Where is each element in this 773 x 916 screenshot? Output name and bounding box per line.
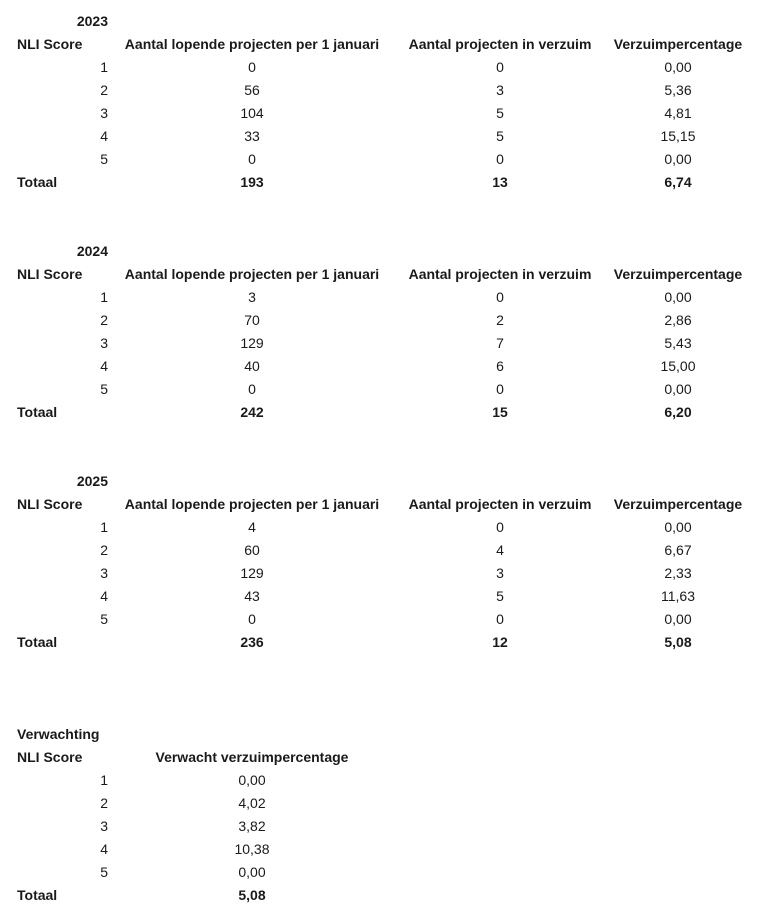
column-header-absence: Aantal projecten in verzuim [408,496,592,512]
absence-cell: 2 [496,312,504,328]
table-row [0,608,773,631]
score-cell: 4 [100,358,108,374]
column-header-absence: Aantal projecten in verzuim [408,36,592,52]
percentage-cell: 11,63 [661,588,695,604]
table-row [0,562,773,585]
expected-percentage-cell: 3,82 [238,818,266,834]
percentage-cell: 6,67 [664,542,692,558]
expectation-title: Verwachting [17,726,100,742]
score-cell: 1 [100,59,108,75]
total-projects-cell: 236 [240,634,264,650]
absence-cell: 0 [496,59,504,75]
total-expected-percentage-cell: 5,08 [238,887,266,903]
column-header-score: NLI Score [17,749,83,765]
projects-cell: 70 [244,312,260,328]
absence-cell: 5 [496,105,504,121]
projects-cell: 3 [248,289,256,305]
absence-cell: 0 [496,611,504,627]
percentage-cell: 0,00 [664,289,692,305]
table-row [0,861,773,884]
total-projects-cell: 193 [240,174,264,190]
projects-cell: 43 [244,588,260,604]
table-row [0,79,773,102]
year-label: 2025 [76,473,108,489]
score-cell: 2 [100,795,108,811]
percentage-cell: 0,00 [664,519,692,535]
year-label: 2024 [76,243,108,259]
absence-cell: 0 [496,381,504,397]
absence-cell: 0 [496,151,504,167]
table-row [0,309,773,332]
projects-cell: 129 [240,565,264,581]
header-row [0,493,773,516]
table-row [0,148,773,171]
table-row [0,125,773,148]
total-projects-cell: 242 [240,404,264,420]
score-cell: 2 [100,312,108,328]
absence-cell: 0 [496,289,504,305]
column-header-percentage: Verzuimpercentage [613,266,743,282]
score-cell: 3 [100,335,108,351]
column-header-projects: Aantal lopende projecten per 1 januari [124,36,380,52]
total-absence-cell: 15 [492,404,508,420]
expected-percentage-cell: 0,00 [238,864,266,880]
projects-cell: 33 [244,128,260,144]
score-cell: 2 [100,82,108,98]
score-cell: 1 [100,772,108,788]
column-header-projects: Aantal lopende projecten per 1 januari [124,266,380,282]
percentage-cell: 0,00 [664,381,692,397]
score-cell: 1 [100,519,108,535]
percentage-cell: 4,81 [664,105,692,121]
absence-cell: 3 [496,565,504,581]
header-row [0,746,773,769]
absence-cell: 4 [496,542,504,558]
projects-cell: 0 [248,59,256,75]
projects-cell: 56 [244,82,260,98]
column-header-projects: Aantal lopende projecten per 1 januari [124,496,380,512]
expected-percentage-cell: 10,38 [234,841,270,857]
total-row [0,884,773,907]
table-row [0,56,773,79]
table-row [0,838,773,861]
expected-percentage-cell: 4,02 [238,795,266,811]
score-cell: 3 [100,565,108,581]
table-row [0,516,773,539]
percentage-cell: 0,00 [664,151,692,167]
score-cell: 5 [100,864,108,880]
table-row [0,539,773,562]
table-row [0,102,773,125]
total-label: Totaal [17,404,58,420]
column-header-expected-percentage: Verwacht verzuimpercentage [155,749,349,765]
total-absence-cell: 12 [492,634,508,650]
absence-cell: 6 [496,358,504,374]
score-cell: 1 [100,289,108,305]
projects-cell: 0 [248,381,256,397]
total-percentage-cell: 5,08 [664,634,692,650]
score-cell: 5 [100,151,108,167]
percentage-cell: 0,00 [664,59,692,75]
total-row [0,171,773,194]
total-label: Totaal [17,887,58,903]
header-row [0,263,773,286]
expected-percentage-cell: 0,00 [238,772,266,788]
score-cell: 4 [100,128,108,144]
score-cell: 5 [100,381,108,397]
column-header-score: NLI Score [17,496,83,512]
total-absence-cell: 13 [492,174,508,190]
projects-cell: 0 [248,151,256,167]
score-cell: 5 [100,611,108,627]
table-row [0,286,773,309]
table-row [0,792,773,815]
score-cell: 3 [100,105,108,121]
total-percentage-cell: 6,20 [664,404,692,420]
column-header-score: NLI Score [17,266,83,282]
column-header-percentage: Verzuimpercentage [613,496,743,512]
projects-cell: 0 [248,611,256,627]
table-row [0,378,773,401]
percentage-cell: 0,00 [664,611,692,627]
absence-cell: 5 [496,128,504,144]
score-cell: 3 [100,818,108,834]
score-cell: 2 [100,542,108,558]
total-label: Totaal [17,174,58,190]
percentage-cell: 15,15 [660,128,696,144]
absence-cell: 0 [496,519,504,535]
absence-cell: 7 [496,335,504,351]
column-header-absence: Aantal projecten in verzuim [408,266,592,282]
table-row [0,355,773,378]
table-row [0,332,773,355]
table-row [0,815,773,838]
projects-cell: 60 [244,542,260,558]
table-row [0,585,773,608]
column-header-percentage: Verzuimpercentage [613,36,743,52]
table-row [0,769,773,792]
percentage-cell: 2,33 [664,565,692,581]
percentage-cell: 5,36 [664,82,692,98]
projects-cell: 40 [244,358,260,374]
projects-cell: 4 [248,519,256,535]
score-cell: 4 [100,841,108,857]
absence-cell: 3 [496,82,504,98]
header-row [0,33,773,56]
absence-cell: 5 [496,588,504,604]
percentage-cell: 15,00 [660,358,696,374]
year-label: 2023 [76,13,108,29]
total-label: Totaal [17,634,58,650]
projects-cell: 104 [240,105,264,121]
percentage-cell: 2,86 [664,312,692,328]
total-row [0,401,773,424]
total-percentage-cell: 6,74 [664,174,692,190]
score-cell: 4 [100,588,108,604]
total-row [0,631,773,654]
projects-cell: 129 [240,335,264,351]
percentage-cell: 5,43 [664,335,692,351]
column-header-score: NLI Score [17,36,83,52]
